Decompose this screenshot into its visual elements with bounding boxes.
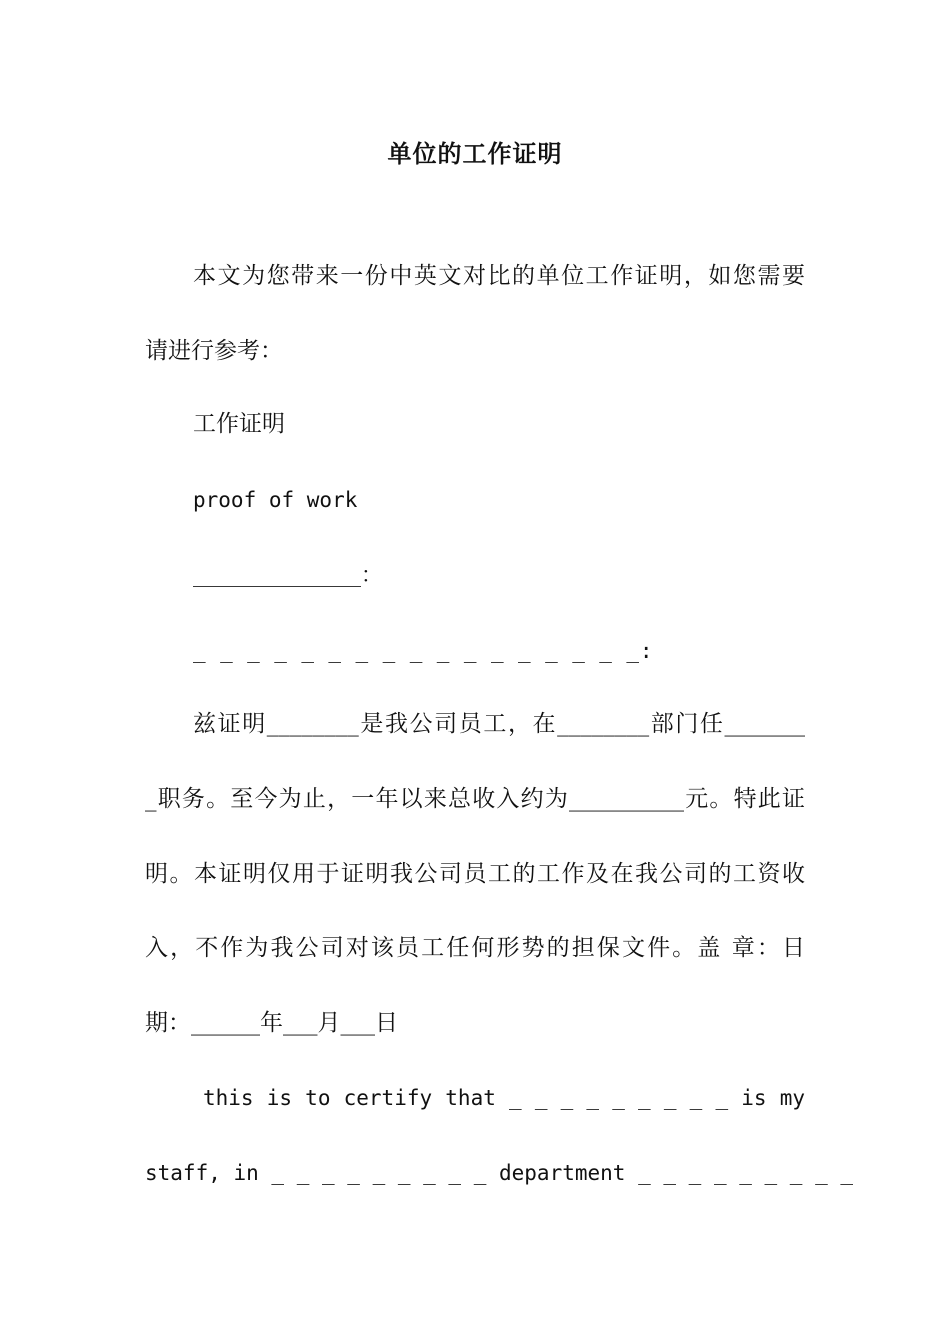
addressee-en: _ _ _ _ _ _ _ _ _ _ _ _ _ _ _ _ _: xyxy=(193,639,654,663)
body-en-line-2: staff, in _ _ _ _ _ _ _ _ _ department _ _ _ _ _ _ _ _ _ xyxy=(145,1161,854,1185)
document-title: 单位的工作证明 xyxy=(387,140,563,168)
body-cn-line-2: _职务。至今为止，一年以来总收入约为__________元。特此证 xyxy=(145,786,805,812)
body-en-line-1: this is to certify that _ _ _ _ _ _ _ _ _ is my xyxy=(203,1086,805,1110)
addressee-cn: ________________： xyxy=(193,563,382,587)
body-cn-line-4: 入，不作为我公司对该员工任何形势的担保文件。盖 章：日 xyxy=(145,935,805,961)
heading-en: proof of work xyxy=(193,488,358,512)
heading-cn: 工作证明 xyxy=(193,411,285,437)
body-cn-line-5: 期：______年___月___日 xyxy=(145,1010,398,1036)
body-cn-line-3: 明。本证明仅用于证明我公司员工的工作及在我公司的工资收 xyxy=(145,861,805,887)
body-cn-line-1: 兹证明________是我公司员工，在________部门任_______ xyxy=(193,711,805,737)
intro-line-1: 本文为您带来一份中英文对比的单位工作证明，如您需要 xyxy=(193,263,805,289)
intro-line-2: 请进行参考： xyxy=(145,338,283,364)
